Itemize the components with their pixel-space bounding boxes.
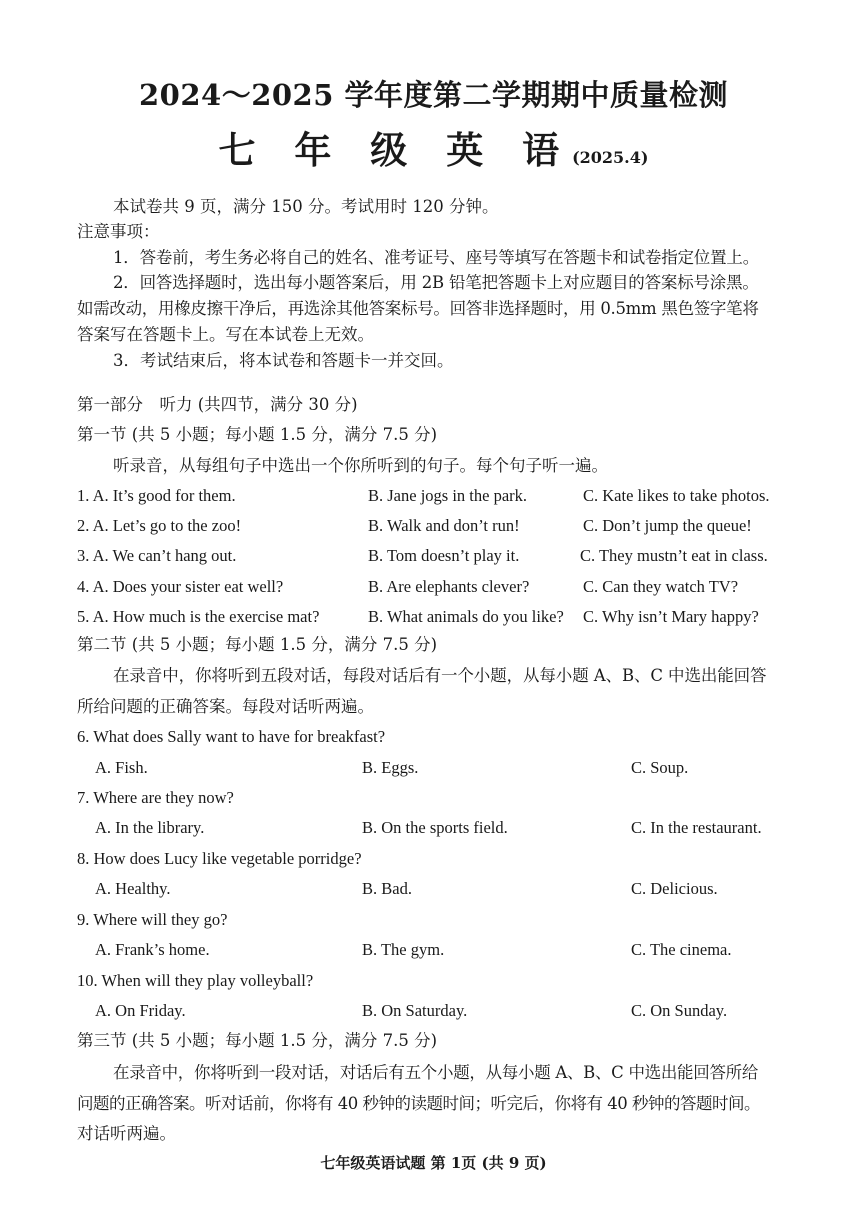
notice-heading: 注意事项： — [77, 222, 160, 241]
s2-q10-option-c: C. On Sunday. — [631, 1001, 728, 1020]
section2-instruction-line-2: 所给问题的正确答案。每段对话听两遍。 — [77, 697, 374, 716]
notice-rule-2-line-2: 如需改动，用橡皮擦干净后，再选涂其他答案标号。回答非选择题时，用 0.5mm 黑色签字笔将 — [77, 299, 759, 318]
s2-q7-option-c: C. In the restaurant. — [631, 818, 762, 837]
s1-q4-option-c: C. Can they watch TV? — [583, 577, 739, 596]
s1-q1-option-b: B. Jane jogs in the park. — [368, 486, 528, 505]
subject-title — [0, 128, 867, 180]
s1-q2-option-b: B. Walk and don’t run! — [368, 516, 520, 535]
s2-q8-option-c: C. Delicious. — [631, 879, 718, 898]
s2-q6-option-a: A. Fish. — [95, 758, 148, 777]
s2-q9-option-a: A. Frank’s home. — [95, 940, 210, 959]
page-footer: 七年级英语试题 第 1页 (共 9 页) — [320, 1154, 547, 1172]
section3-instruction-line-2: 问题的正确答案。听对话前，你将有 40 秒钟的读题时间；听完后，你将有 40 秒钟的答题时间。 — [77, 1094, 760, 1113]
s2-q8-stem: 8. How does Lucy like vegetable porridge? — [77, 849, 362, 868]
section3-instruction-line-3: 对话听两遍。 — [77, 1124, 176, 1143]
part1-heading: 第一部分 听力 (共四节，满分 30 分) — [77, 395, 358, 414]
subject-name: 七 年 级 英 语 — [218, 128, 573, 172]
section2-instruction-line-1: 在录音中，你将听到五段对话，每段对话后有一个小题，从每小题 A、B、C 中选出能回答 — [113, 666, 767, 685]
s2-q9-option-c: C. The cinema. — [631, 940, 732, 959]
s2-q10-option-a: A. On Friday. — [95, 1001, 186, 1020]
s2-q9-option-b: B. The gym. — [362, 940, 445, 959]
s2-q9-stem: 9. Where will they go? — [77, 910, 228, 929]
s1-q3-option-b: B. Tom doesn’t play it. — [368, 546, 520, 565]
s2-q6-option-c: C. Soup. — [631, 758, 689, 777]
exam-title: 2024～2025 学年度第二学期期中质量检测 — [138, 78, 729, 112]
s2-q7-option-a: A. In the library. — [95, 818, 205, 837]
notice-rule-2-line-3: 答案写在答题卡上。写在本试卷上无效。 — [77, 325, 374, 344]
exam-info: 本试卷共 9 页，满分 150 分。考试用时 120 分钟。 — [113, 197, 499, 216]
s1-q2-option-c: C. Don’t jump the queue! — [583, 516, 752, 535]
section2-heading: 第二节 (共 5 小题；每小题 1.5 分，满分 7.5 分) — [77, 635, 438, 654]
section3-heading: 第三节 (共 5 小题；每小题 1.5 分，满分 7.5 分) — [77, 1031, 438, 1050]
s1-q3-option-c: C. They mustn’t eat in class. — [580, 546, 768, 565]
exam-date: (2025.4) — [572, 148, 649, 167]
s1-q1-option-a: 1. A. It’s good for them. — [77, 486, 236, 505]
notice-rule-1: 1．答卷前，考生务必将自己的姓名、准考证号、座号等填写在答题卡和试卷指定位置上。 — [113, 248, 759, 267]
s1-q5-option-a: 5. A. How much is the exercise mat? — [77, 607, 320, 626]
notice-rule-3: 3．考试结束后，将本试卷和答题卡一并交回。 — [113, 351, 454, 370]
s2-q10-stem: 10. When will they play volleyball? — [77, 971, 314, 990]
s1-q4-option-b: B. Are elephants clever? — [368, 577, 530, 596]
s1-q2-option-a: 2. A. Let’s go to the zoo! — [77, 516, 242, 535]
section1-instruction: 听录音，从每组句子中选出一个你所听到的句子。每个句子听一遍。 — [113, 456, 608, 475]
s2-q8-option-a: A. Healthy. — [95, 879, 171, 898]
s1-q3-option-a: 3. A. We can’t hang out. — [77, 546, 237, 565]
s1-q5-option-c: C. Why isn’t Mary happy? — [583, 607, 759, 626]
s2-q6-option-b: B. Eggs. — [362, 758, 419, 777]
s2-q7-stem: 7. Where are they now? — [77, 788, 234, 807]
notice-rule-2-line-1: 2．回答选择题时，选出每小题答案后，用 2B 铅笔把答题卡上对应题目的答案标号涂黑。 — [113, 273, 759, 292]
section3-instruction-line-1: 在录音中，你将听到一段对话，对话后有五个小题，从每小题 A、B、C 中选出能回答所给 — [113, 1063, 759, 1082]
s2-q10-option-b: B. On Saturday. — [362, 1001, 468, 1020]
s1-q1-option-c: C. Kate likes to take photos. — [583, 486, 770, 505]
section1-heading: 第一节 (共 5 小题；每小题 1.5 分，满分 7.5 分) — [77, 425, 438, 444]
s1-q4-option-a: 4. A. Does your sister eat well? — [77, 577, 284, 596]
s1-q5-option-b: B. What animals do you like? — [368, 607, 564, 626]
s2-q6-stem: 6. What does Sally want to have for breakfast? — [77, 727, 386, 746]
s2-q7-option-b: B. On the sports field. — [362, 818, 508, 837]
s2-q8-option-b: B. Bad. — [362, 879, 412, 898]
